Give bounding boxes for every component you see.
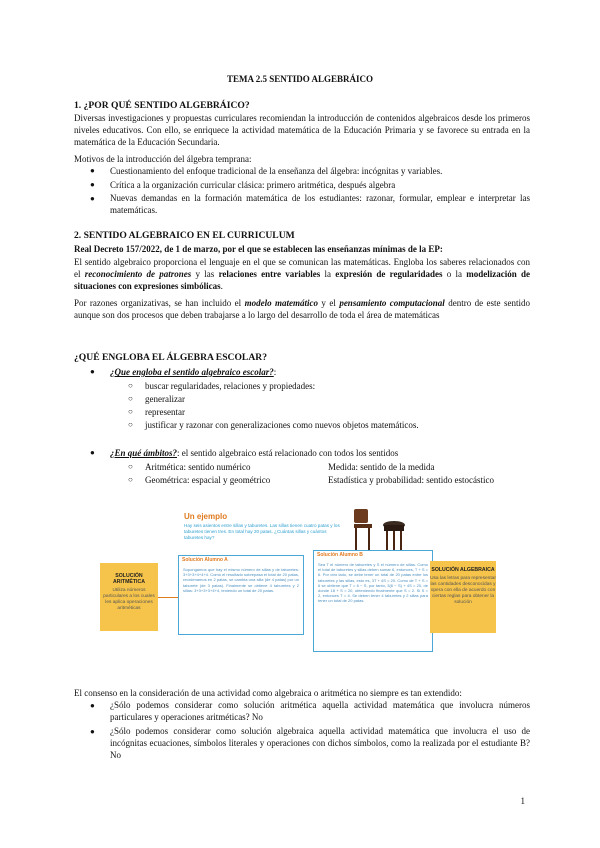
algebraic-solution-text: Usa las letras para representar las cantidades desconocidas y opera con ella de acuerdo con ciertas reglas para obtener la solución xyxy=(430,576,496,605)
section1-heading: 1. ¿POR QUÉ SENTIDO ALGEBRÁICO? xyxy=(74,100,250,111)
arithmetic-solution-text: Utiliza números particulares a los cuales les aplica operaciones aritméticas xyxy=(103,588,155,611)
motivo-item: Crítica a la organización curricular clásica: primero aritmética, después algebra xyxy=(110,180,396,190)
student-b-title: Solución Alumno B xyxy=(314,551,366,560)
bullet-dot: ● xyxy=(90,701,95,710)
student-b-text: Sea T el número de taburetes y S el número de sillas. Como el total de taburetes y sillas deben sumar 6, entonces, T + S = 6. Por otro lado, se debe tener un total de 20 patas entre los taburetes y las sillas, esto es, 3T + 4S = 20. Como de T + S = 6 se obtiene que T = 6 − S, por tanto, 3(6 − S) + 4S = 20, de donde 18 + S = 20, obteniendo finalmente que S = 2. Si S = 2, entonces T = 4. Se deben tener 4 taburetes y 2 sillas para tener un total de 20 patas. xyxy=(318,562,428,604)
bullet-dot: ● xyxy=(90,727,95,736)
section2-paragraph-2: Por razones organizativas, se han incluido el modelo matemático y el pensamiento computacional dentro de este sentido aunque son dos procesos que deben trabajarse a lo largo del desarrollo de toda el área de matemáticas xyxy=(74,298,530,321)
chair-and-stool-image xyxy=(348,507,412,555)
student-b-box xyxy=(313,550,433,652)
student-a-box xyxy=(178,555,304,635)
ambito-left: Geométrica: espacial y geométrico xyxy=(145,475,271,485)
consenso-intro: El consenso en la consideración de una actividad como algebraica o aritmética no siempre es tan extendido: xyxy=(74,688,462,698)
question-que-engloba: ¿Que engloba el sentido algebraico escolar?: xyxy=(110,367,277,377)
bullet-circle: ○ xyxy=(128,462,133,471)
bullet-dot: ● xyxy=(90,166,95,175)
connector-line xyxy=(158,597,178,598)
ambito-left: Aritmética: sentido numérico xyxy=(145,462,251,472)
sub-item: buscar regularidades, relaciones y propiedades: xyxy=(145,381,316,391)
motivo-item: Cuestionamiento del enfoque tradicional de la enseñanza del álgebra: incógnitas y variables. xyxy=(110,166,443,176)
bullet-circle: ○ xyxy=(128,420,133,429)
algebraic-solution-box xyxy=(430,561,496,633)
example-figure xyxy=(100,505,500,655)
sub-item: generalizar xyxy=(145,394,185,404)
figure-label: Un ejemplo xyxy=(184,512,228,521)
motivos-label: Motivos de la introducción del álgebra temprana: xyxy=(74,154,252,164)
section2-paragraph-1: El sentido algebraico proporciona el lenguaje en el que se comunican las matemáticas. Engloba los saberes relacionados con el reconocimiento de patrones y las relaciones entre variables la expresión de regularidades o la modelización de situaciones con expresiones simbólicas. xyxy=(74,257,531,292)
arithmetic-solution-title: SOLUCIÓN ARITMÉTICA xyxy=(113,573,145,585)
question-ambitos: ¿En qué ámbitos?: el sentido algebraico está relacionado con todos los sentidos xyxy=(110,448,399,458)
bullet-dot: ● xyxy=(90,194,95,203)
sub-item: justificar y razonar con generalizaciones como nuevos objetos matemáticos. xyxy=(145,420,419,430)
motivo-item: Nuevas demandas en la formación matemática de los estudiantes: razonar, formular, emplear e interpretar las matemáticas. xyxy=(110,193,530,216)
algebraic-solution-title: SOLUCIÓN ALGEBRAICA xyxy=(431,567,495,573)
bullet-dot: ● xyxy=(90,180,95,189)
bullet-dot: ● xyxy=(90,448,95,457)
section2-heading: 2. SENTIDO ALGEBRAICO EN EL CURRICULUM xyxy=(74,230,295,241)
bullet-circle: ○ xyxy=(128,381,133,390)
page-number: 1 xyxy=(520,796,525,806)
section1-intro: Diversas investigaciones y propuestas curriculares recomiendan la introducción de contenidos algebraicos desde los primeros niveles educativos. Con ello, se enriquece la actividad matemática de la Educación Primaria y se favorece su entrada en la matemática de la Educación Secundaria. xyxy=(74,113,530,148)
ambito-right: Estadística y probabilidad: sentido estocástico xyxy=(328,475,494,485)
bullet-dot: ● xyxy=(90,367,95,376)
bullet-circle: ○ xyxy=(128,394,133,403)
consenso-question: ¿Sólo podemos considerar como solución algebraica aquella actividad matemática que involucra el uso de incógnitas ecuaciones, símbolos literales y operaciones con dichos símbolos, como la realizada por el estudiante B? No xyxy=(110,726,530,761)
bullet-circle: ○ xyxy=(128,475,133,484)
real-decreto: Real Decreto 157/2022, de 1 de marzo, por el que se establecen las enseñanzas mínimas de la EP: xyxy=(74,244,443,254)
section3-heading: ¿QUÉ ENGLOBA EL ÁLGEBRA ESCOLAR? xyxy=(74,352,267,363)
page-title: TEMA 2.5 SENTIDO ALGEBRÁICO xyxy=(226,74,374,84)
bullet-circle: ○ xyxy=(128,407,133,416)
consenso-question: ¿Sólo podemos considerar como solución aritmética aquella actividad matemática que involucra números particulares y operaciones aritméticas? No xyxy=(110,700,530,723)
ambito-right: Medida: sentido de la medida xyxy=(328,462,435,472)
student-a-title: Solución Alumno A xyxy=(179,556,231,565)
figure-problem-text: Hay seis asientos entre sillas y taburetes. Las sillas tienen cuatro patas y los taburetes tienen tres. En total hay 20 patas. ¿Cuántas sillas y cuántos taburetes hay? xyxy=(184,523,340,540)
sub-item: representar xyxy=(145,407,185,417)
student-a-text: Supongamos que hay el mismo número de sillas y de taburetes: 3+3+3+4+4+4. Como el resultado sobrepasa el total de 20 patas, reordenamos en 2 patas, se cambia una silla (de 4 patas) por un taburete (de 3 patas). Finalmente se obtiene 4 taburetes y 2 sillas: 3+3+3+3+4+4, teniendo un total de 20 patas. xyxy=(183,567,299,593)
arithmetic-solution-box xyxy=(100,563,158,631)
